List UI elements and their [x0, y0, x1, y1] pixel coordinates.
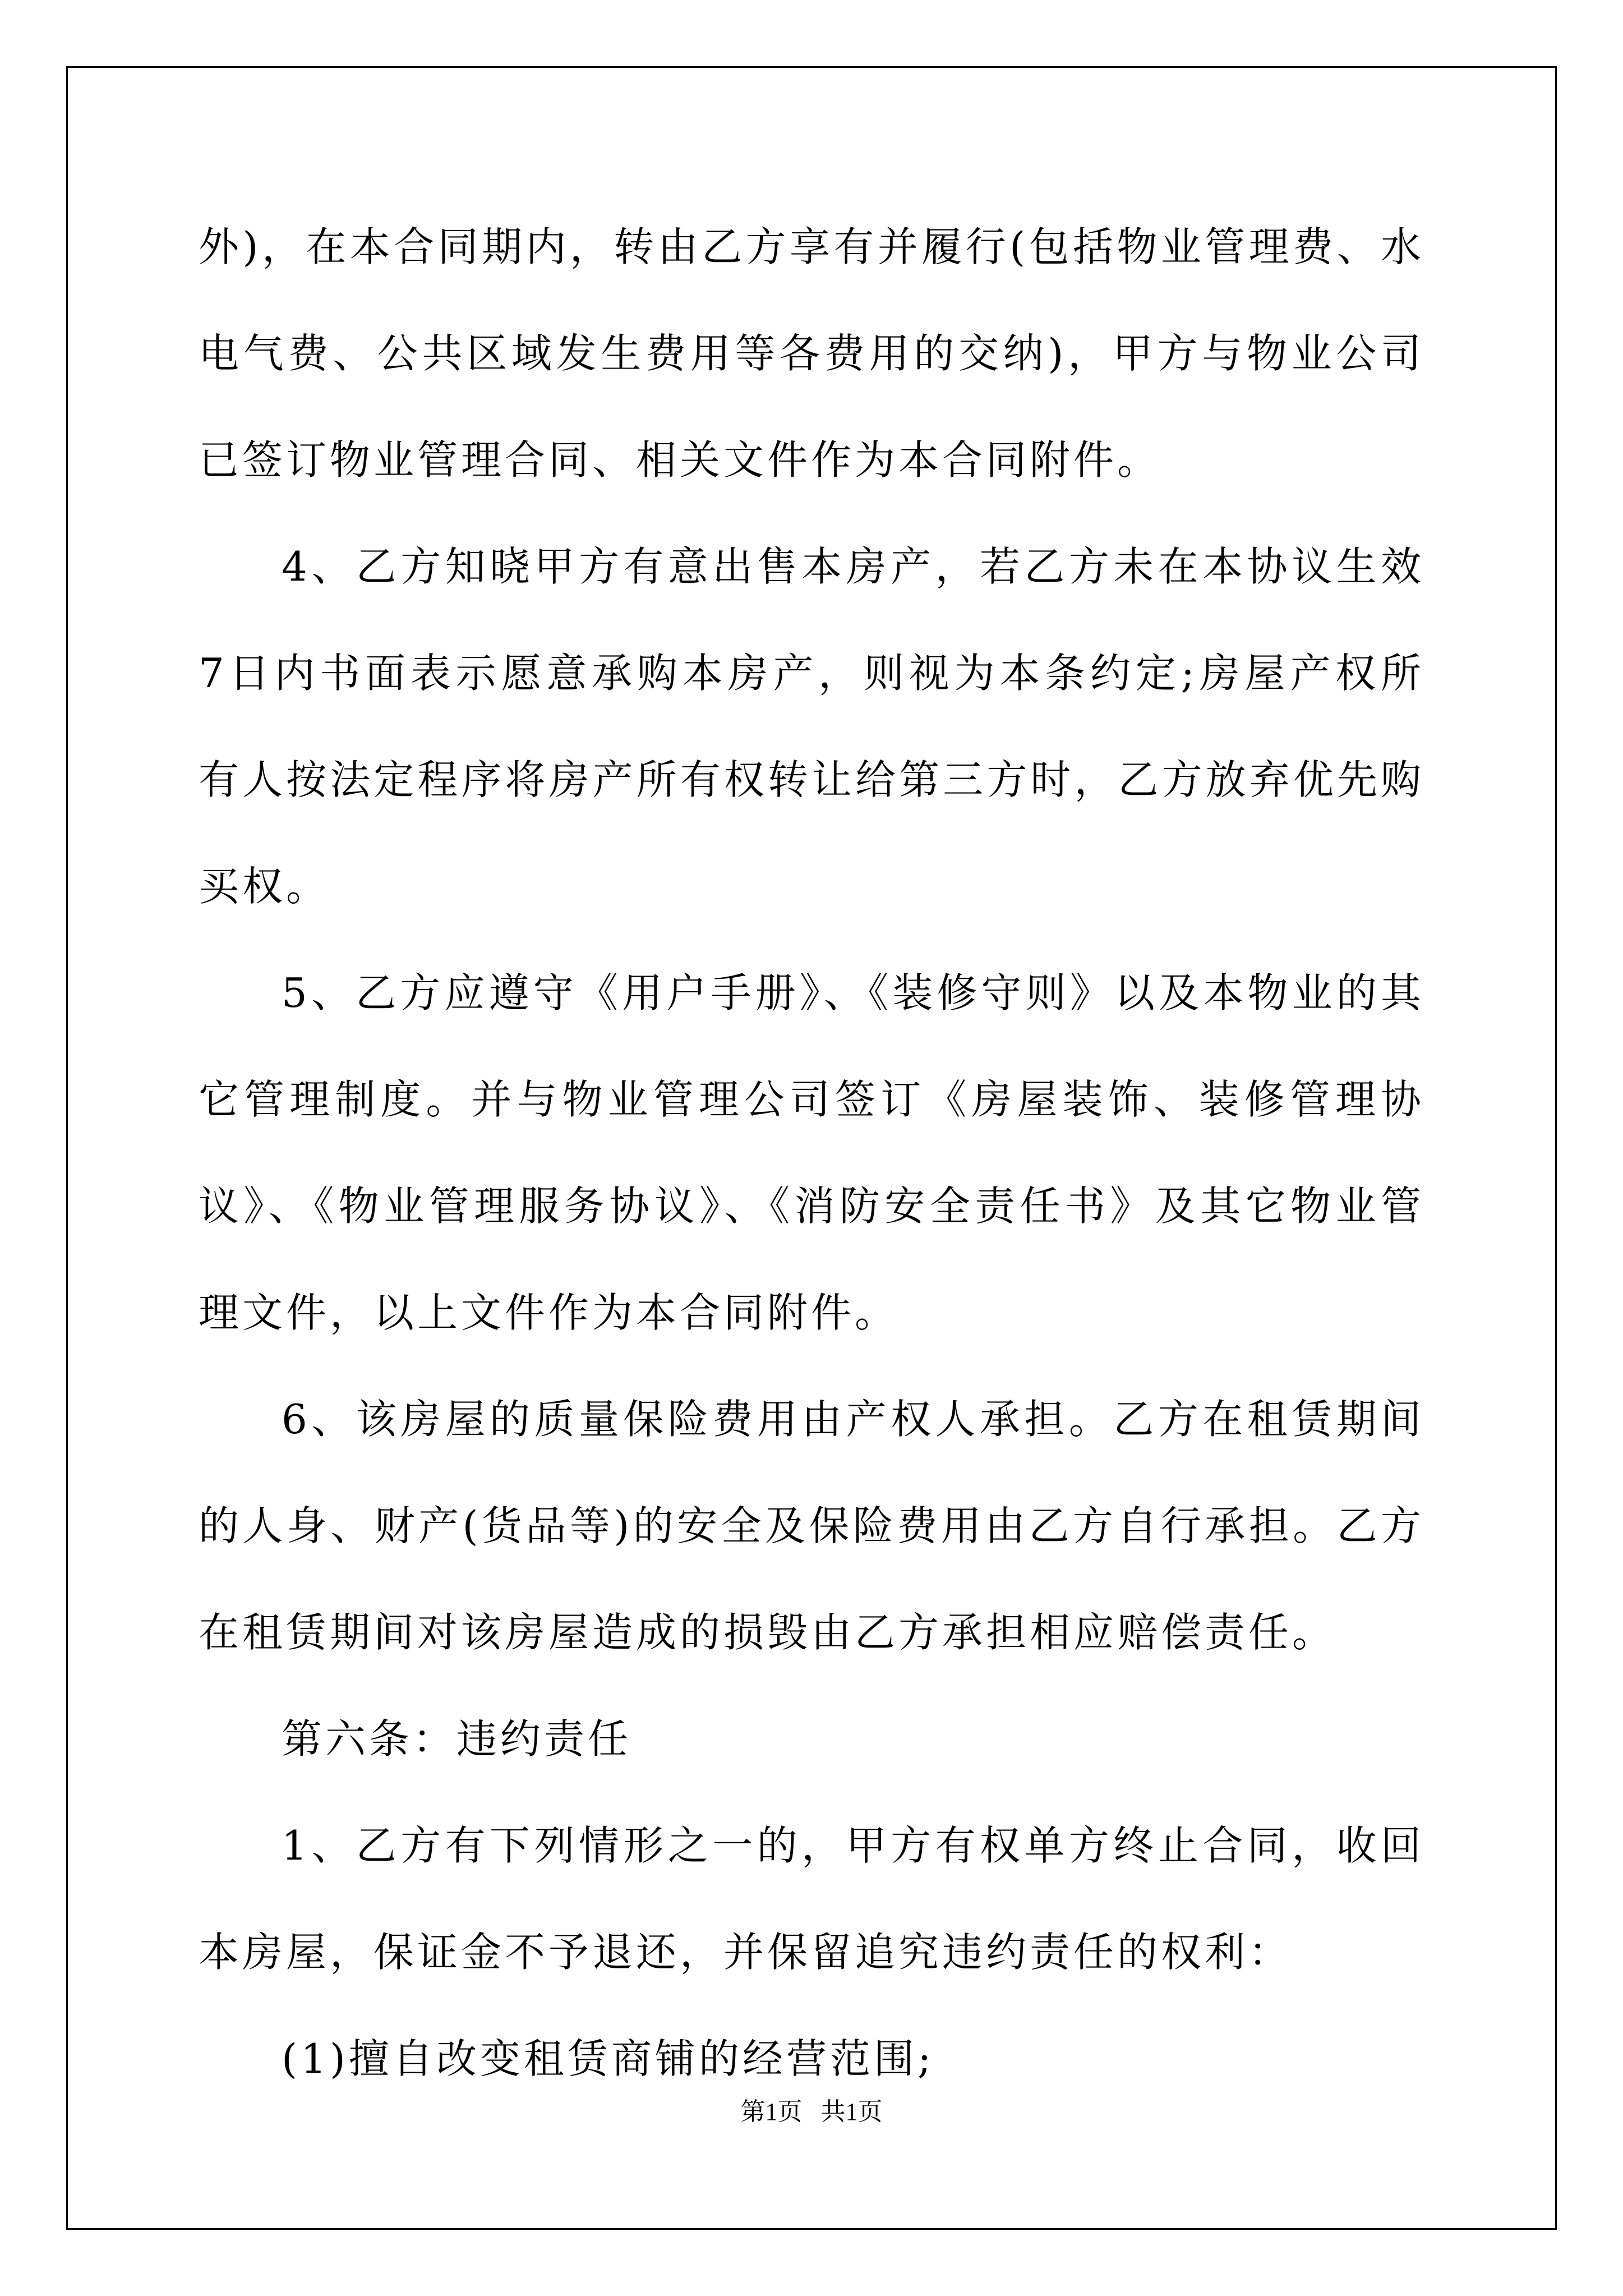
page-total: 共1页: [820, 2098, 883, 2125]
page-number: 第1页: [740, 2098, 803, 2125]
section-heading: 第六条：违约责任: [282, 1715, 632, 1763]
paragraph-4: 6、该房屋的质量保险费用由产权人承担。乙方在租赁期间的人身、财产(货品等)的安全及保险费用由乙方自行承担。乙方在租赁期间对该房屋造成的损毁由乙方承担相应赔偿责任。: [199, 1396, 1424, 1656]
paragraph-1: 外)，在本合同期内，转由乙方享有并履行(包括物业管理费、水电气费、公共区域发生费用等各费用的交纳)，甲方与物业公司已签订物业管理合同、相关文件作为本合同附件。: [199, 223, 1424, 484]
page-footer: [0, 2095, 1623, 2129]
paragraph-5: 1、乙方有下列情形之一的，甲方有权单方终止合同，收回本房屋，保证金不予退还，并保留追究违约责任的权利：: [199, 1822, 1424, 1976]
paragraph-2: 4、乙方知晓甲方有意出售本房产，若乙方未在本协议生效7日内书面表示愿意承购本房产，则视为本条约定;房屋产权所有人按法定程序将房产所有权转让给第三方时，乙方放弃优先购买权。: [199, 543, 1424, 910]
document-body: [199, 194, 1424, 2112]
paragraph-6: (1)擅自改变租赁商铺的经营范围;: [282, 2035, 935, 2082]
paragraph-3: 5、乙方应遵守《用户手册》、《装修守则》以及本物业的其它管理制度。并与物业管理公司签订《房屋装饰、装修管理协议》、《物业管理服务协议》、《消防安全责任书》及其它物业管理文件，以上文件作为本合同附件。: [199, 969, 1424, 1336]
